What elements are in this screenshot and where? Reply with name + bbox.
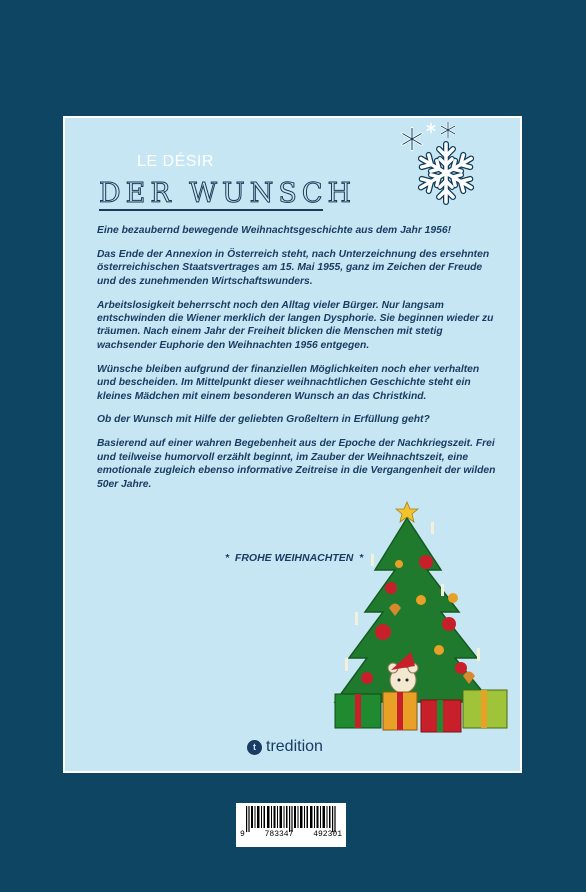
title-underline [99,209,323,211]
author-name: LE DÉSIR [137,153,214,170]
isbn-number [240,830,342,839]
christmas-greeting: * FROHE WEIHNACHTEN * [225,552,364,564]
blurb-paragraph: Das Ende der Annexion in Österreich steht, nach Unterzeichnung des ersehnten österreichischen Staatsvertrages am 15. Mai 1955, ganz im Zeichen der Freude und des zunehmenden Wirtschaftswunders. [97,248,490,287]
blurb-paragraph: Wünsche bleiben aufgrund der finanziellen Möglichkeiten noch eher verhalten und bescheiden. Im Mittelpunkt dieser weihnachtlichen Geschichte steht ein kleines Mädchen mit einem besonderen Wunsch an das Christkind. [97,363,480,402]
publisher-name: tredition [266,738,323,755]
publisher-logo [247,738,323,756]
isbn-prefix: 9 [240,830,245,839]
book-title: DER WUNSCH [99,178,357,209]
blurb-paragraph: Basierend auf einer wahren Begebenheit aus der Epoche der Nachkriegszeit. Frei und teilweise humorvoll erzählt beginnt, im Zauber der Weihnachtszeit, eine emotionale zugleich ebenso informative Zeitreise in die Vergangenheit der wilden 50er Jahre. [97,438,496,490]
medium-snowflake-icon [439,121,457,139]
blurb-paragraph: Arbeitslosigkeit beherrscht noch den Alltag vieler Bürger. Nur langsam entschwinden die Wiener merklich der langen Dysphorie. Sie beginnen wieder zu träumen. Nach einem Jahr der Freiheit blicken die Menschen mit stetig wachsender Euphorie den Weihnachten 1956 entgegen. [97,299,494,351]
tiny-snowflake-icon [425,122,437,134]
blurb-text [97,224,497,502]
tredition-logo-icon: t [247,740,262,755]
large-snowflake-icon [413,140,479,206]
blurb-paragraph: Ob der Wunsch mit Hilfe der geliebten Großeltern in Erfüllung geht? [97,414,430,426]
christmas-tree-illustration [331,500,511,738]
isbn-group-2: 492301 [313,830,342,839]
barcode-bars [236,803,346,847]
isbn-group-1: 783347 [264,830,294,839]
blurb-paragraph: Eine bezaubernd bewegende Weihnachtsgeschichte aus dem Jahr 1956! [97,225,452,236]
cover-panel [63,116,522,773]
isbn-barcode [236,803,346,847]
